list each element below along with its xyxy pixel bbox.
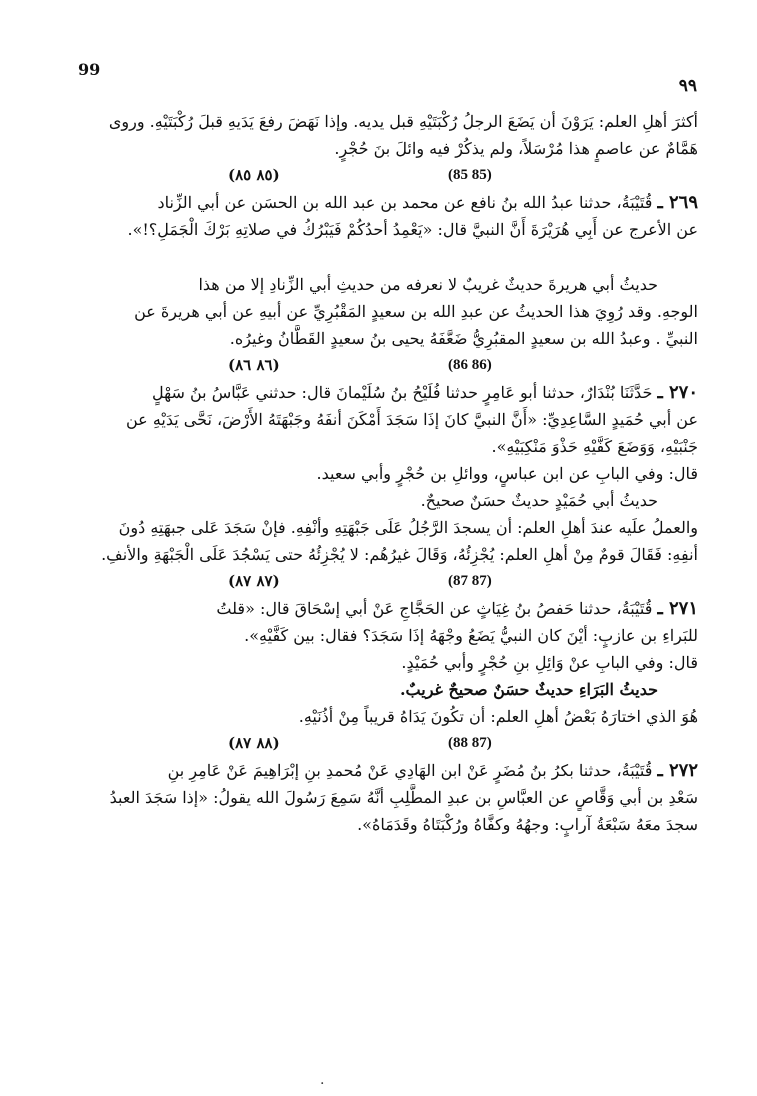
- line-text: قُتَيْبَةُ، حدثنا عبدُ الله بنُ نافع عن محمد بن عبد الله بن الحسَن عن أبي الزِّناد: [157, 193, 653, 212]
- text-line: [58, 271, 698, 298]
- line-text: سجدَ معَهُ سَبْعَةُ آرابٍ: وجهُهُ وكفَّاهُ ورُكْبَتَاهُ وقَدَمَاهُ».: [357, 815, 698, 834]
- text-line: [58, 811, 698, 838]
- text-line: [58, 406, 698, 433]
- line-text: والعملُ علَيه عندَ أهلِ العلم: أن يسجدَ الرَّجُلُ عَلَى جَبْهَتِهِ وأنْفِهِ. فإنْ سَجَدَ عَلى جبهَتِهِ دُونَ: [118, 518, 698, 537]
- text-line: [58, 216, 698, 243]
- line-text: هُوَ الذي اختارَهُ بَعْضُ أهلِ العلم: أن تكُونَ يَدَاهُ قريباً مِنْ أذُنَيْهِ.: [298, 707, 698, 726]
- line-text: النبيِّ . وعبدُ الله بن سعيدٍ المقبُرِيُّ ضَعَّفَهُ يحيى بنُ سعيدٍ القَطَّانُ وغيرُه.: [229, 329, 698, 348]
- line-text: حديثُ أبي هريرةَ حديثٌ غريبٌ لا نعرفه من حديثِ أبي الزِّنادِ إلا من هذا: [198, 275, 658, 294]
- text-line: [58, 108, 698, 135]
- reference-number-row: [58, 352, 698, 379]
- reference-number-row: [58, 730, 698, 757]
- text-line: [58, 514, 698, 541]
- line-text: قال: وفي البابِ عن ابن عباسٍ، ووائلِ بن حُجْرٍ وأبي سعيد.: [316, 464, 698, 483]
- text-line: [58, 649, 698, 676]
- text-line: [58, 784, 698, 811]
- text-line: [58, 676, 698, 703]
- text-line: [58, 757, 698, 784]
- page-body: [58, 108, 698, 838]
- reference-number-arabic: (٨٨ ٨٧): [228, 734, 280, 752]
- line-text: حَدَّثَنَا بُنْدَارٌ، حدثنا أبو عَامِرٍ حدثنا فُلَيْحُ بنُ سُلَيْمانَ قال: حدثني عَبَّاسُ بنُ سَهْلٍ: [151, 383, 653, 402]
- line-text: قُتَيْبَةُ، حدثنا بكرُ بنُ مُضَرٍ عَنْ ابن الهَادِي عَنْ مُحمدِ بنِ إبْرَاهِيمَ عَنْ عَامِرِ بنِ: [167, 761, 653, 780]
- text-line: [58, 379, 698, 406]
- spacer: [58, 243, 698, 271]
- text-line: [58, 487, 698, 514]
- text-line: [58, 622, 698, 649]
- reference-number-latin: (86 86): [448, 357, 492, 373]
- reference-number-arabic: (٨٥ ٨٥): [228, 166, 280, 184]
- reference-number-arabic: (٨٦ ٨٦): [228, 356, 280, 374]
- line-text: أكثرَ أهلِ العلم: يَرَوْنَ أن يَضَعَ الرجلُ رُكْبَتَيْهِ قبل يديه. وإذا نَهَضَ رفعَ يَدَيهِ قبلَ رُكْبَتَيْهِ. وروى: [108, 112, 698, 131]
- reference-number-arabic: (٨٧ ٨٧): [228, 572, 280, 590]
- page-number-arabic: ٩٩: [678, 76, 697, 96]
- line-text: عن الأعرج عن أَبِي هُرَيْرَةَ أَنَّ النبيَّ قال: «يَعْمِدُ أحدُكُمْ فَيَبْرُكُ في صلاتِهِ بَرْكَ الْجَمَلِ؟!».: [127, 220, 698, 239]
- reference-number-row: [58, 568, 698, 595]
- footer-mark: .: [320, 1072, 325, 1088]
- line-text: للبَراءِ بن عازبٍ: أيْنَ كان النبيُّ يَضَعُ وجْهَهُ إذَا سَجَدَ؟ فقال: بين كَفَّيْهِ».: [244, 626, 698, 645]
- reference-number-row: [58, 162, 698, 189]
- line-text: هَمَّامٌ عن عاصمٍ هذا مُرْسَلاً، ولم يذكُرْ فيه وائلَ بنَ حُجْرٍ.: [334, 139, 698, 158]
- text-line: [58, 135, 698, 162]
- text-line: [58, 325, 698, 352]
- line-text: سَعْدِ بن أبي وَقَّاصٍ عن العبَّاسِ بن عبدِ المطَّلِبِ أنَّهُ سَمِعَ رَسُولَ الله يقولُ: «إذا سَجَدَ العبدُ: [109, 788, 698, 807]
- hadith-number: ٢٧١ ـ: [657, 598, 698, 619]
- text-line: [58, 703, 698, 730]
- text-line: [58, 541, 698, 568]
- text-line: [58, 298, 698, 325]
- text-line: [58, 460, 698, 487]
- line-text: جَنْبَيْهِ، وَوَضَعَ كَفَّيْهِ حَذْوَ مَنْكِبَيْهِ».: [491, 437, 698, 456]
- reference-number-latin: (87 87): [448, 573, 492, 589]
- text-line: [58, 189, 698, 216]
- line-text: حديثُ أبي حُمَيْدٍ حديثٌ حسَنٌ صحيحٌ.: [420, 491, 658, 510]
- line-text: قال: وفي البابِ عنْ وَائِلِ بنِ حُجْرٍ وأبي حُمَيْدٍ.: [401, 653, 698, 672]
- hadith-number: ٢٦٩ ـ: [657, 192, 698, 213]
- line-text: قُتَيْبَةُ، حدثنا حَفصُ بنُ غِيَاثٍ عن الحَجَّاجِ عَنْ أبي إسْحَاقَ قال: «قلتُ: [216, 599, 653, 618]
- hadith-number: ٢٧٢ ـ: [657, 760, 698, 781]
- line-text: أنفِهِ: فَقَالَ قومٌ مِنْ أهلِ العلم: يُجْزِئُهُ، وَقَالَ غيرُهُم: لا يُجْزِئُهُ حتى يَسْجُدَ عَلَى الْجَبْهَةِ والأنفِ.: [101, 545, 698, 564]
- page-number-latin: 99: [78, 60, 101, 79]
- reference-number-latin: (88 87): [448, 735, 492, 751]
- hadith-number: ٢٧٠ ـ: [657, 382, 698, 403]
- line-text: الوجهِ. وقد رُوِيَ هذا الحديثُ عن عبدِ الله بن سعيدٍ المَقْبُرِيِّ عن أبيهِ عن أبي هريرةَ عن: [134, 302, 698, 321]
- line-text: عن أبي حُمَيدٍ السَّاعِدِيِّ: «أَنَّ النبيَّ كانَ إذَا سَجَدَ أَمْكَنَ أنفَهُ وجَبْهَتَهُ الأَرْضَ، نَحَّى يَدَيْهِ عن: [126, 410, 698, 429]
- text-line: [58, 595, 698, 622]
- line-text: حديثُ البَرَاءِ حديثٌ حسَنٌ صحيحٌ غريبٌ.: [399, 680, 658, 699]
- reference-number-latin: (85 85): [448, 167, 492, 183]
- text-line: [58, 433, 698, 460]
